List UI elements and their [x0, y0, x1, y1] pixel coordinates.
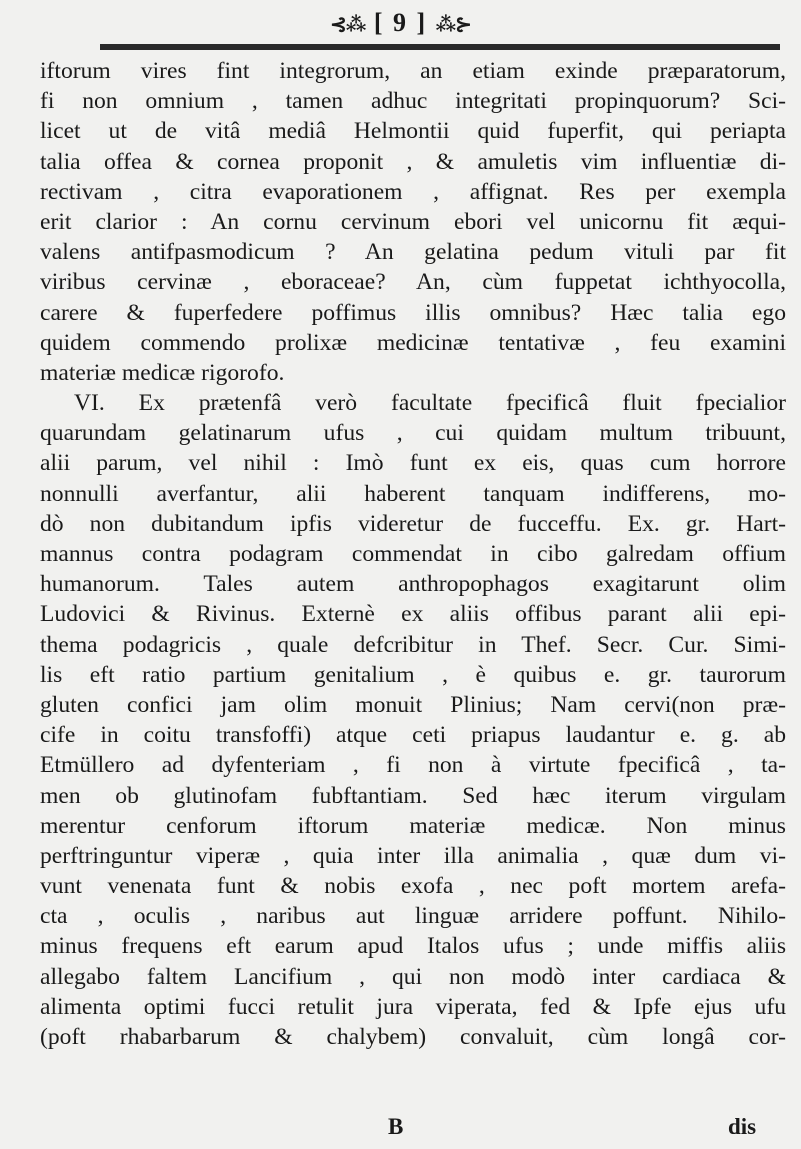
left-ornament: ⊰⁂	[330, 14, 366, 36]
text-line: carere & fuperfedere poffimus illis omnibus? Hæc talia ego	[40, 299, 786, 326]
section-start-line: VI. Ex prætenfâ verò facultate fpecificâ fluit fpecialior	[74, 390, 786, 417]
catchword: dis	[728, 1114, 757, 1139]
text-line: perftringuntur viperæ , quia inter illa animalia , quæ dum vi-	[40, 842, 786, 869]
text-line: mannus contra podagram commendat in cibo galredam offium	[40, 541, 786, 567]
text-line: rectivam , citra evaporationem , affignat. Res per exempla	[40, 178, 786, 205]
text-line: nonnulli averfantur, alii haberent tanquam indifferens, mo-	[40, 480, 786, 507]
text-line: alii parum, vel nihil : Imò funt ex eis, quas cum horrore	[40, 450, 786, 477]
page-number: [ 9 ]	[373, 8, 428, 37]
text-line: alimenta optimi fucci retulit jura viperata, fed & Ipfe ejus ufu	[40, 993, 786, 1020]
text-line: cta , oculis , naribus aut linguæ arridere poffunt. Nihilo-	[40, 903, 786, 930]
text-line: minus frequens eft earum apud Italos ufus ; unde miffis aliis	[40, 933, 786, 960]
text-line: dò non dubitandum ipfis videretur de fucceffu. Ex. gr. Hart-	[40, 510, 786, 537]
text-line: humanorum. Tales autem anthropophagos exagitarunt olim	[40, 571, 786, 598]
text-line: gluten confici jam olim monuit Plinius; Nam cervi(non præ-	[40, 691, 786, 718]
text-line: men ob glutinofam fubftantiam. Sed hæc iterum virgulam	[40, 782, 786, 809]
text-line: quidem commendo prolixæ medicinæ tentativæ , feu examini	[40, 329, 786, 356]
text-line: merentur cenforum iftorum materiæ medicæ. Non minus	[40, 812, 786, 839]
header-rule	[100, 44, 780, 50]
page-footer	[0, 1114, 801, 1144]
text-line: thema podagricis , quale defcribitur in Thef. Secr. Cur. Simi-	[40, 631, 786, 658]
text-line: valens antifpasmodicum ? An gelatina pedum vituli par fit	[40, 239, 786, 266]
text-line: erit clarior : An cornu cervinum ebori vel unicornu fit æqui-	[40, 208, 786, 235]
text-line: licet ut de vitâ mediâ Helmontii quid fuperfit, qui periapta	[40, 118, 786, 145]
text-line: lis eft ratio partium genitalium , è quibus e. gr. taurorum	[40, 661, 786, 688]
text-line: fi non omnium , tamen adhuc integritati propinquorum? Sci-	[40, 88, 786, 115]
text-line: iftorum vires fint integrorum, an etiam exinde præparatorum,	[40, 58, 786, 84]
text-line: Ludovici & Rivinus. Externè ex aliis offibus parant alii epi-	[40, 601, 786, 628]
text-line: allegabo faltem Lancifium , qui non modò inter cardiaca &	[40, 963, 786, 990]
text-line: materiæ medicæ rigorofo.	[40, 359, 285, 386]
text-line: quarundam gelatinarum ufus , cui quidam multum tribuunt,	[40, 420, 786, 447]
text-line: (poft rhabarbarum & chalybem) convaluit, cùm longâ cor-	[40, 1024, 786, 1050]
text-line: talia offea & cornea proponit , & amuletis vim influentiæ di-	[40, 148, 786, 175]
body-text	[40, 56, 786, 1052]
signature-mark: B	[388, 1114, 404, 1139]
text-line: viribus cervinæ , eboraceae? An, cùm fuppetat ichthyocolla,	[40, 269, 786, 296]
right-ornament: ⁂⊱	[435, 14, 471, 36]
text-line: Etmüllero ad dyfenteriam , fi non à virtute fpecificâ , ta-	[40, 752, 786, 779]
text-line: cife in coitu transfoffi) atque ceti priapus laudantur e. g. ab	[40, 722, 786, 749]
text-line: vunt venenata funt & nobis exofa , nec poft mortem arefa-	[40, 873, 786, 900]
running-header	[0, 8, 801, 38]
